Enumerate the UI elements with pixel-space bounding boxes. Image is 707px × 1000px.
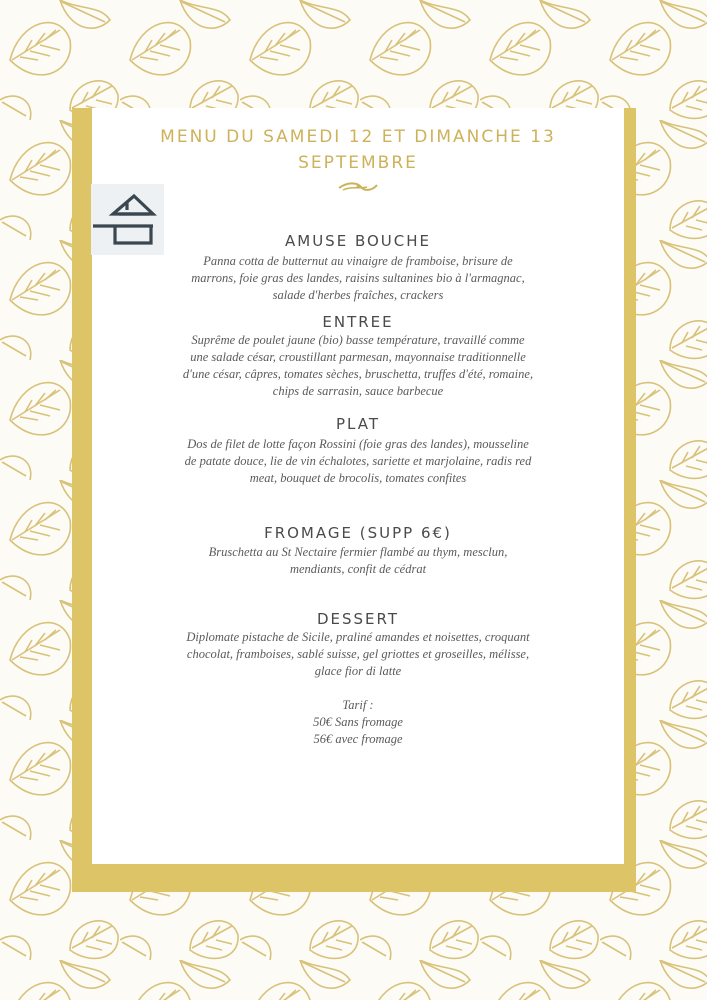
section-heading-entree: ENTREE: [322, 313, 394, 331]
tarif-block: [182, 697, 534, 748]
section-heading-amuse-bouche: AMUSE BOUCHE: [285, 232, 431, 250]
tarif-price-with-cheese: 56€ avec fromage: [313, 732, 403, 746]
section-body-fromage: Bruschetta au St Nectaire fermier flambé au thym, mesclun, mendiants, confit de cédrat: [208, 545, 508, 576]
section-heading-fromage: FROMAGE (SUPP 6€): [264, 524, 452, 542]
tarif-price-without-cheese: 50€ Sans fromage: [313, 715, 403, 729]
menu-title-line1: MENU DU SAMEDI 12 ET DIMANCHE 13: [160, 127, 556, 147]
section-heading-dessert: DESSERT: [316, 610, 400, 628]
section-body-plat: Dos de filet de lotte façon Rossini (foie gras des landes), mousseline de patate douce, lie de vin échalotes, sariette et marjolaine, radis red meat, bouquet de brocolis, tomates confites: [184, 437, 532, 485]
logo: [91, 184, 164, 255]
section-heading-plat: PLAT: [335, 415, 380, 433]
section-body-dessert: Diplomate pistache de Sicile, praliné amandes et noisettes, croquant chocolat, framboises, sablé suisse, gel griottes et groseilles, mélisse, glace fior di latte: [186, 630, 530, 678]
tarif-label: Tarif :: [342, 698, 374, 712]
menu-title-line2: SEPTEMBRE: [298, 153, 418, 173]
flourish-ornament-icon: [337, 180, 379, 194]
menu-card: [92, 108, 624, 864]
section-body-entree: Suprême de poulet jaune (bio) basse température, travaillé comme une salade césar, croustillant parmesan, mayonnaise traditionnelle d'une césar, câpres, tomates sèches, bruschetta, truffes d'été, romaine, chips de sarrasin, sauce barbecue: [182, 333, 534, 398]
section-body-amuse-bouche: Panna cotta de butternut au vinaigre de framboise, brisure de marrons, foie gras des landes, raisins sultanines bio à l'armagnac, salade d'herbes fraîches, crackers: [191, 254, 525, 302]
house-roof-icon: [91, 184, 164, 255]
